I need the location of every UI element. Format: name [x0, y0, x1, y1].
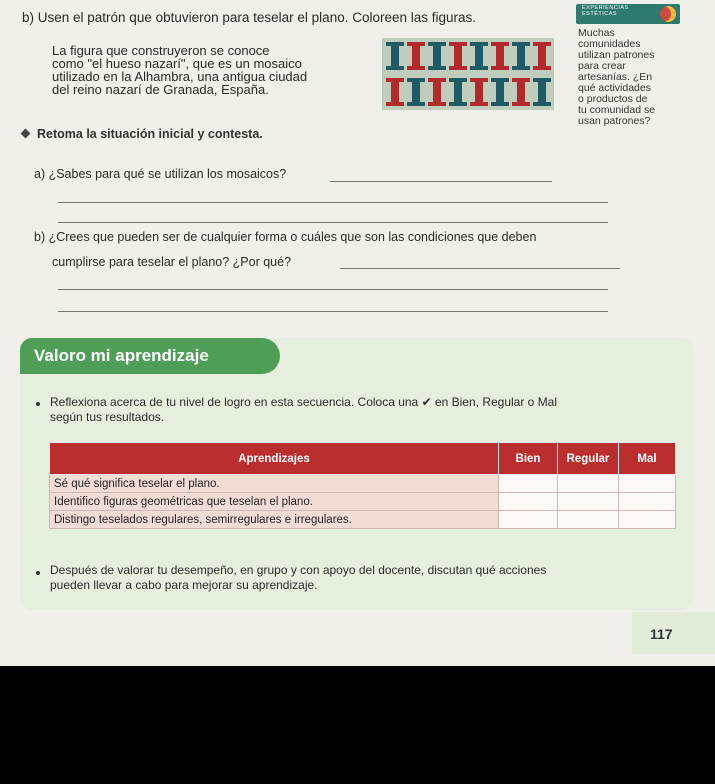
table-row: [50, 511, 676, 529]
section-title: Valoro mi aprendizaje: [34, 346, 209, 365]
badge-title: [582, 5, 629, 17]
question-b-conditions-cont: cumplirse para teselar el plano? ¿Por qué?: [52, 255, 292, 269]
instruction-line: según tus resultados.: [50, 410, 165, 424]
answer-line[interactable]: [58, 202, 608, 203]
instruction: [50, 395, 690, 425]
page-number: 117: [650, 626, 673, 642]
closing-line: Después de valorar tu desempeño, en grupo y con apoyo del docente, discutan qué acciones: [50, 563, 547, 577]
sidebar-line: tu comunidad se: [578, 104, 656, 116]
bullet-icon: [36, 402, 40, 406]
intro-line: como "el hueso nazarí", que es un mosaico: [52, 56, 302, 71]
closing-line: pueden llevar a cabo para mejorar su aprendizaje.: [50, 578, 318, 592]
intro-line: La figura que construyeron se conoce: [52, 43, 270, 58]
question-b-conditions: b) ¿Crees que pueden ser de cualquier forma o cuáles que son las condiciones que deben: [34, 230, 537, 244]
badge-line: ESTÉTICAS: [582, 11, 618, 17]
intro-line: del reino nazarí de Granada, España.: [52, 82, 269, 97]
regular-checkbox[interactable]: [558, 511, 619, 529]
table-row: [50, 493, 676, 511]
regular-checkbox[interactable]: [558, 475, 619, 493]
mal-checkbox[interactable]: [619, 475, 676, 493]
experiencias-esteticas-icon: [660, 6, 676, 22]
answer-line[interactable]: [58, 222, 608, 223]
experiencias-esteticas-badge: [576, 4, 680, 24]
answer-line[interactable]: [340, 268, 620, 269]
sidebar-note: [578, 28, 655, 127]
mal-checkbox[interactable]: [619, 511, 676, 529]
sidebar-line: usan patrones?: [578, 115, 651, 127]
header-aprendizajes: Aprendizajes: [50, 443, 499, 475]
sidebar-line: qué actividades: [578, 82, 651, 94]
sidebar-line: o productos de: [578, 93, 648, 105]
diamond-bullet-icon: [21, 129, 31, 139]
question-a: a) ¿Sabes para qué se utilizan los mosaicos?: [34, 167, 287, 181]
question-b-tesselate: b) Usen el patrón que obtuvieron para teselar el plano. Coloreen las figuras.: [22, 10, 477, 25]
section-title-tab: [20, 338, 280, 374]
bullet-icon: [36, 571, 40, 575]
answer-line[interactable]: [330, 181, 552, 182]
retoma-heading: [22, 127, 263, 141]
badge-line: EXPERIENCIAS: [582, 5, 629, 11]
header-bien: Bien: [499, 443, 558, 475]
hueso-nazari-mosaic: [382, 38, 554, 110]
bien-checkbox[interactable]: [499, 493, 558, 511]
sidebar-line: artesanías. ¿En: [578, 71, 653, 83]
closing-instruction: [50, 563, 690, 593]
intro-paragraph: [52, 44, 372, 96]
bien-checkbox[interactable]: [499, 475, 558, 493]
regular-checkbox[interactable]: [558, 493, 619, 511]
row-label: Identifico figuras geométricas que teselan el plano.: [50, 493, 499, 511]
instruction-line: Reflexiona acerca de tu nivel de logro en esta secuencia. Coloca una ✔ en Bien, Regular o Mal: [50, 395, 558, 409]
sidebar-line: para crear: [578, 60, 626, 72]
table-header-row: [50, 443, 676, 475]
self-assessment-table: [49, 442, 676, 529]
header-regular: Regular: [558, 443, 619, 475]
answer-line[interactable]: [58, 289, 608, 290]
intro-line: utilizado en la Alhambra, una antigua ciudad: [52, 69, 308, 84]
sidebar-line: Muchas: [578, 27, 615, 39]
bien-checkbox[interactable]: [499, 511, 558, 529]
mal-checkbox[interactable]: [619, 493, 676, 511]
sidebar-line: comunidades: [578, 38, 641, 50]
header-mal: Mal: [619, 443, 676, 475]
page-number-bar: [632, 612, 715, 654]
row-label: Distingo teselados regulares, semirregulares e irregulares.: [50, 511, 499, 529]
table-row: [50, 475, 676, 493]
retoma-text: Retoma la situación inicial y contesta.: [37, 127, 263, 141]
answer-line[interactable]: [58, 311, 608, 312]
sidebar-line: utilizan patrones: [578, 49, 655, 61]
row-label: Sé qué significa teselar el plano.: [50, 475, 499, 493]
